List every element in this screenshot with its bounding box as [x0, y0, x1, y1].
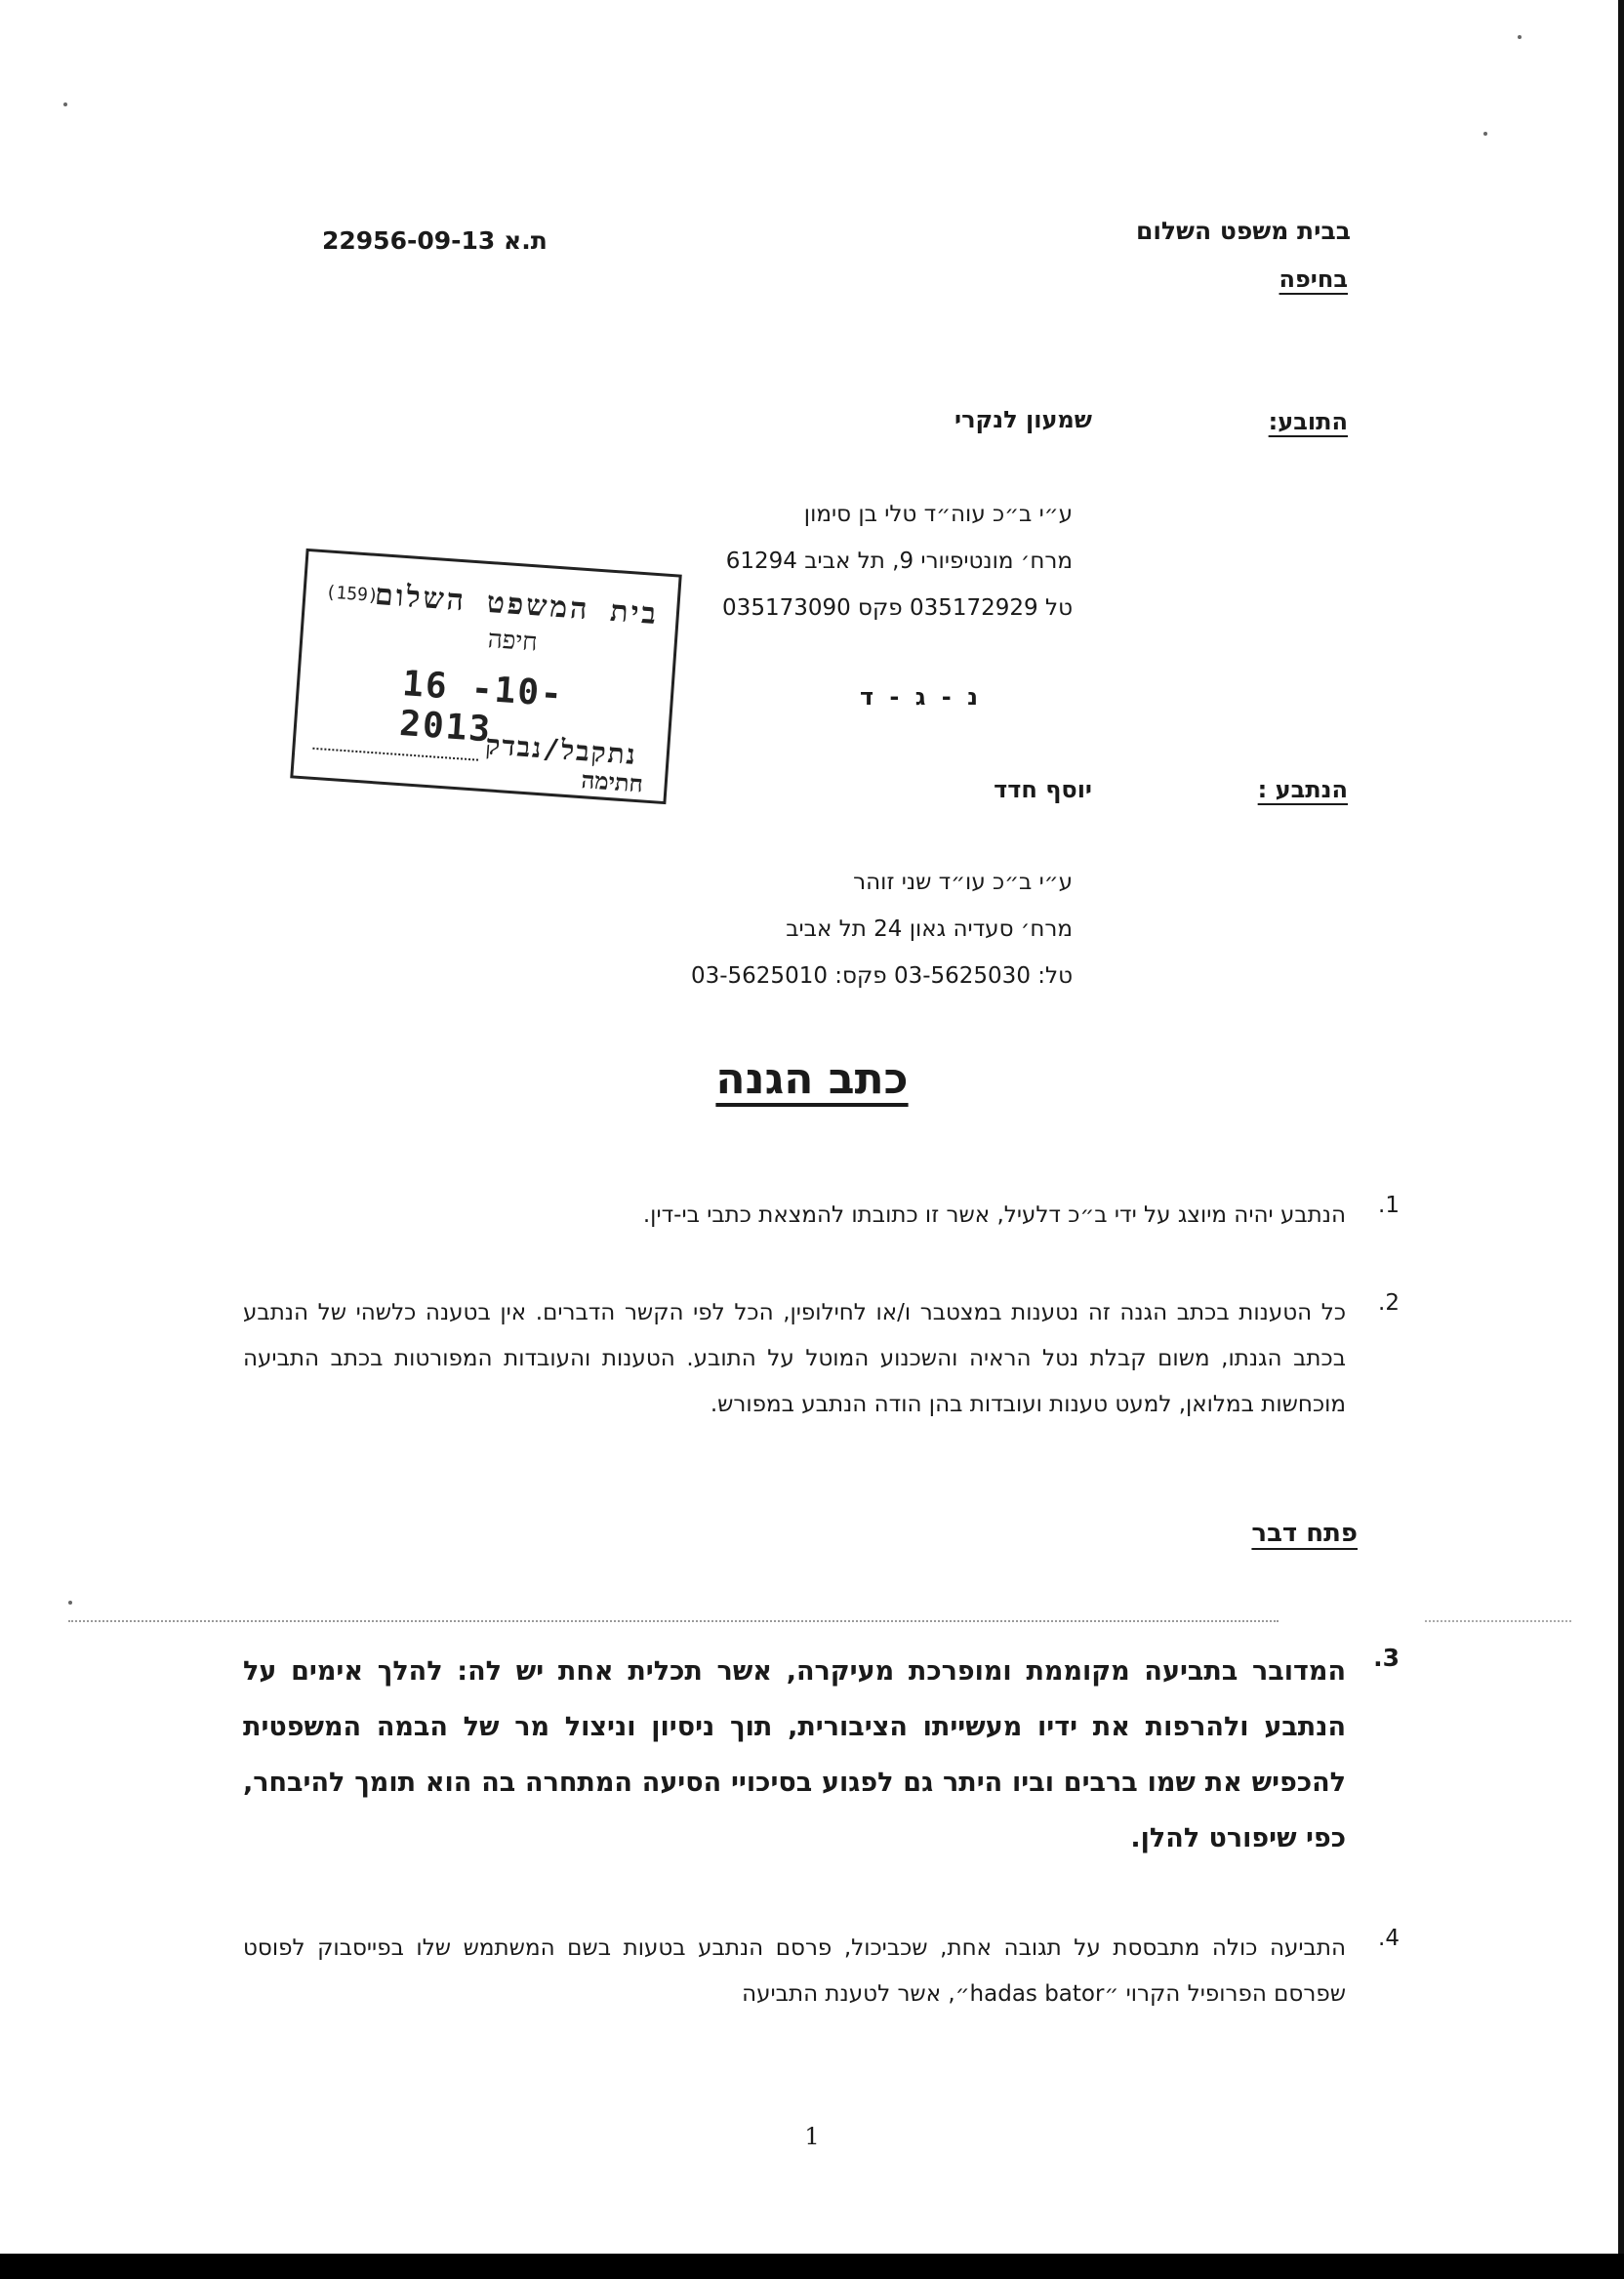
paragraph-number: 3. — [1373, 1644, 1400, 1672]
scan-artifact-dotted-line — [1425, 1620, 1571, 1622]
stamp-date: 16 -10- 2013 — [397, 664, 566, 751]
paragraph-text: כל הטענות בכתב הגנה זה נטענות במצטבר ו/או לחילופין, הכל לפי הקשר הדברים. אין בטענה כלשהי של הנתבע בכתב הגנתו, משום קבלת נטל הראיה והשכנוע המוטל על התובע. הטענות והעובדות המפורטות בכתב התביעה מוכחשות במלואן, למעט טענות ועובדות בהן הודה הנתבע במפורש. — [243, 1300, 1346, 1417]
defendant-address-line: מרח׳ סעדיה גאון 24 תל אביב — [786, 916, 1073, 942]
defendant-address-line: טל: 03-5625030 פקס: 03-5625010 — [690, 963, 1073, 989]
scan-speck — [1518, 35, 1522, 39]
paragraph — [243, 1644, 1400, 1866]
scan-edge — [0, 2254, 1624, 2279]
case-number — [322, 226, 548, 255]
stamp-city: חיפה — [486, 625, 539, 658]
court-city: בחיפה — [1279, 265, 1348, 293]
plaintiff-address-line: ע״י ב״כ עוה״ד טלי בן סימון — [803, 502, 1073, 527]
versus: נ - ג - ד — [859, 683, 982, 711]
defendant-name: יוסף חדד — [994, 776, 1092, 803]
stamp-signature-line — [312, 748, 478, 761]
defendant-address-line: ע״י ב״כ עו״ד שני זוהר — [853, 870, 1073, 895]
scan-speck — [68, 1601, 72, 1605]
document-title: כתב הגנה — [715, 1054, 909, 1104]
plaintiff-address — [722, 491, 1073, 631]
defendant-label: הנתבע : — [1257, 776, 1348, 803]
stamp-signature-label: חתימה — [580, 766, 644, 798]
plaintiff-label: התובע: — [1268, 408, 1348, 435]
court-received-stamp — [290, 549, 682, 804]
paragraph — [243, 1193, 1400, 1239]
paragraph-text: המדובר בתביעה מקוממת ומופרכת מעיקרה, אשר תכלית אחת יש לה: להלך אימים על הנתבע ולהרפות את ידיו מעשייתו הציבורית, תוך ניסיון וניצול מר של הבמה המשפטית להכפיש את שמו ברבים וביו היתר גם לפגוע בסיכויי הסיעה המתחרה בה הוא תומך להיבחר, כפי שיפורט להלן. — [243, 1656, 1346, 1853]
plaintiff-address-line: טל 035172929 פקס 035173090 — [722, 595, 1073, 621]
scan-artifact-dotted-line — [68, 1620, 1279, 1622]
section-heading: פתח דבר — [1251, 1519, 1358, 1548]
page-number: 1 — [804, 2123, 820, 2150]
paragraph-number: 2. — [1378, 1290, 1400, 1316]
scan-speck — [1483, 132, 1487, 136]
paragraph-number: 4. — [1378, 1926, 1400, 1951]
stamp-received: נתקבל/נבדק — [484, 728, 638, 771]
plaintiff-name: שמעון לנקרי — [954, 406, 1092, 433]
stamp-code: (159) — [324, 582, 380, 607]
paragraph — [243, 1926, 1400, 2017]
stamp-title: בית המשפט השלום — [373, 577, 661, 632]
paragraph-text: הנתבע יהיה מיוצג על ידי ב״כ דלעיל, אשר זו כתובתו להמצאת כתבי בי-דין. — [642, 1202, 1346, 1228]
paragraph-text: התביעה כולה מתבססת על תגובה אחת, שכביכול, פרסם הנתבע בטעות בשם המשתמש שלו בפייסבוק לפוסט שפרסם הפרופיל הקרוי ״hadas bator״, אשר לטענת התביעה — [243, 1935, 1346, 2007]
scan-speck — [63, 102, 67, 106]
court-name: בבית משפט השלום — [1135, 217, 1351, 245]
plaintiff-address-line: מרח׳ מונטיפיורי 9, תל אביב 61294 — [725, 549, 1073, 574]
paragraph — [243, 1290, 1400, 1428]
scan-edge — [1618, 0, 1624, 2279]
case-number-text: ת.א 22956-09-13 — [322, 226, 548, 255]
paragraph-number: 1. — [1378, 1193, 1400, 1218]
defendant-address — [691, 859, 1073, 999]
